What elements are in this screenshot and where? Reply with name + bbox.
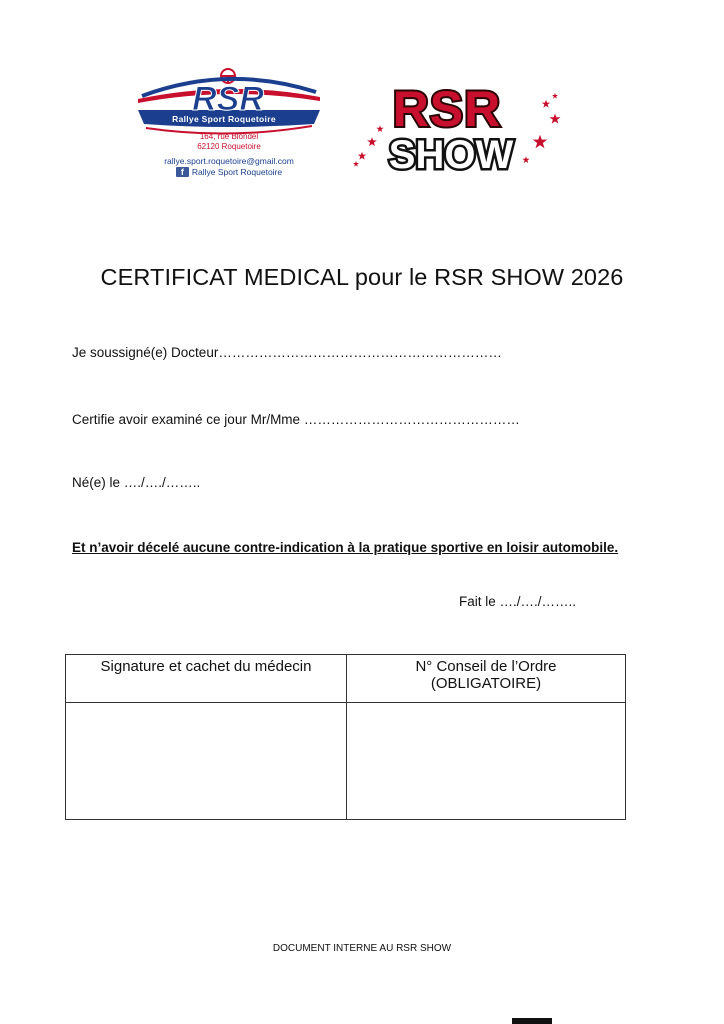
page-edge-mark (512, 1018, 552, 1024)
council-number-required: (OBLIGATOIRE) (430, 675, 542, 692)
council-number-box[interactable] (347, 703, 626, 820)
no-contraindication-statement: Et n’avoir décelé aucune contre-indication à la pratique sportive en loisir automobile. (72, 540, 619, 555)
show-wordmark-top: RSR (392, 81, 502, 137)
signature-box[interactable] (66, 703, 347, 820)
table-body-row (66, 703, 626, 820)
footer-note: DOCUMENT INTERNE AU RSR SHOW (272, 943, 452, 954)
club-facebook-label: Rallye Sport Roquetoire (191, 167, 283, 177)
club-address-line2: 62120 Roquetoire (197, 142, 261, 151)
rsr-wordmark: RSR (192, 80, 264, 118)
signature-header: Signature et cachet du médecin (66, 655, 347, 703)
signature-table (65, 654, 626, 820)
rsr-show-emblem (350, 74, 565, 184)
club-address-line1: 164, rue Blondel (199, 132, 259, 141)
facebook-icon: f (176, 167, 189, 177)
club-facebook (134, 167, 324, 177)
council-number-header (347, 655, 626, 703)
show-wordmark-bottom: SHOW (388, 133, 514, 177)
club-name: Rallye Sport Roquetoire (172, 114, 276, 124)
rsr-show-logo (350, 74, 565, 184)
document-title: CERTIFICAT MEDICAL pour le RSR SHOW 2026 (100, 264, 624, 290)
patient-name-line: Certifie avoir examiné ce jour Mr/Mme ………………………………………… (72, 412, 520, 427)
council-number-label: N° Conseil de l’Ordre (415, 658, 557, 675)
table-header-row (66, 655, 626, 703)
rsr-club-logo (134, 66, 324, 181)
birth-date-line: Né(e) le …./…./…….. (72, 475, 201, 490)
club-email: rallye.sport.roquetoire@gmail.com (164, 156, 294, 166)
signed-date-line: Fait le …./…./…….. (459, 594, 577, 609)
doctor-name-line: Je soussigné(e) Docteur……………………………………………………… (72, 345, 502, 360)
